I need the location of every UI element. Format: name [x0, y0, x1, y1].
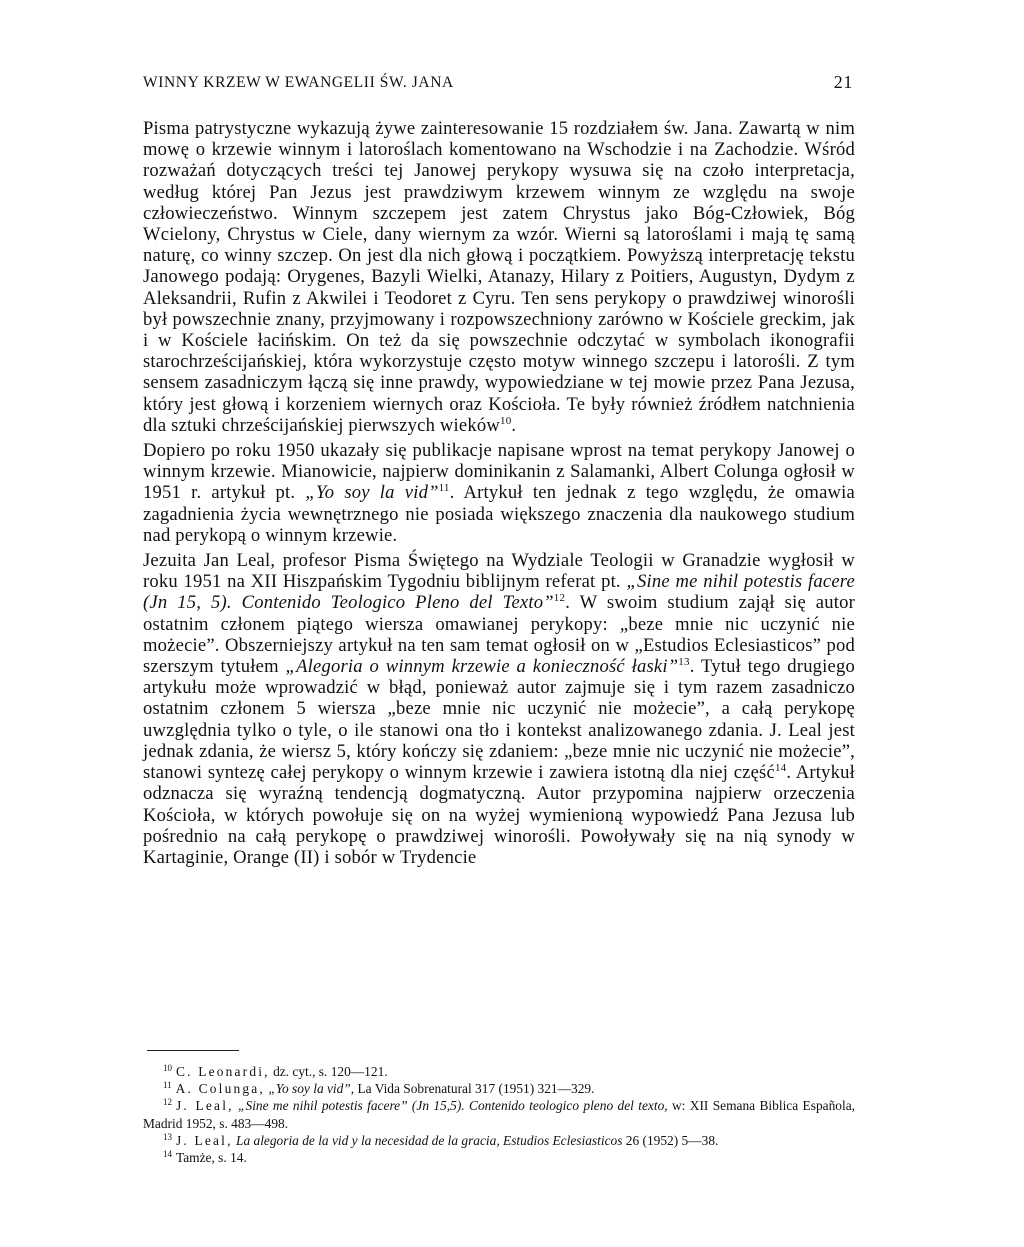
- footnote-text: dz. cyt., s. 120—121.: [269, 1064, 388, 1079]
- footnote-12: [143, 1097, 855, 1131]
- article-title-colunga: „Yo soy la vid”: [305, 482, 439, 504]
- footnote-ref-14: 14: [774, 762, 787, 775]
- article-title-leal-1: „Sine me nihil potestis facere (Jn 15, 5). Contenido Teologico Pleno del Texto”: [143, 571, 855, 614]
- main-text: [143, 118, 855, 868]
- footnote-author: C. Leonardi,: [176, 1064, 270, 1079]
- footnote-title: La alegoria de la vid y la necesidad de la gracia, Estudios Eclesiasticos: [232, 1132, 623, 1148]
- footnote-14: [143, 1149, 855, 1166]
- footnote-text: Tamże, s. 14.: [176, 1150, 247, 1166]
- footnote-separator: [147, 1050, 239, 1051]
- footnote-author: J. Leal,: [176, 1132, 233, 1148]
- footnote-11: [143, 1080, 855, 1097]
- footnote-10: [143, 1063, 855, 1080]
- footnote-ref-10: 10: [500, 414, 512, 427]
- footnote-title: „Sine me nihil potestis facere” (Jn 15,5). Contenido teologico pleno del texto,: [233, 1098, 668, 1114]
- running-title: WINNY KRZEW W EWANGELII ŚW. JANA: [143, 74, 454, 91]
- footnote-text: 26 (1952) 5—38.: [622, 1132, 719, 1148]
- footnote-text: La Vida Sobrenatural 317 (1951) 321—329.: [354, 1081, 595, 1097]
- footnotes: [143, 1063, 855, 1166]
- paragraph-2-text-a: Dopiero po roku 1950 ukazały się publikacje napisane wprost na temat perykopy Janowej o winnym krzewie. Mianowicie, najpierw dominikanin z Salamanki, Albert Colunga ogłosił w 1951 r. artykuł pt.: [143, 440, 855, 504]
- paragraph-2-text-b: . Artykuł ten jednak z tego względu, że omawia zagadnienia życia wewnętrznego nie posiada większego znaczenia dla naukowego studium nad perykopą o winnym krzewie.: [143, 482, 855, 546]
- footnote-mark: 13: [163, 1131, 172, 1142]
- footnote-ref-11: 11: [438, 482, 450, 495]
- footnote-author: A. Colunga,: [175, 1081, 265, 1097]
- footnote-mark: 11: [163, 1080, 172, 1091]
- paragraph-1: Pisma patrystyczne wykazują żywe zainteresowanie 15 rozdziałem św. Jana. Zawartą w nim mowę o krzewie winnym i latoroślach komentowano na Wschodzie i na Zachodzie. Wśród rozważań dotyczących treści tej Janowej perykopy wysuwa się na czoło interpretacja, według której Pan Jezus jest prawdziwym krzewem winnym ze względu na swoje człowieczeństwo. Winnym szczepem jest zatem Chrystus jako Bóg-Człowiek, Bóg Wcielony, Chrystus w Ciele, dany wiernym za wzór. Wierni są latoroślami i mają tę samą naturę, co winny szczep. On jest dla nich głową i początkiem. Powyższą interpretację tekstu Janowego podają: Orygenes, Bazyli Wielki, Atanazy, Hilary z Poitiers, Augustyn, Dydym z Aleksandrii, Rufin z Akwilei i Teodoret z Cyru. Ten sens perykopy o prawdziwej winorośli był powszechnie znany, przyjmowany i rozpowszechniony zarówno w Kościele greckim, jak i w Kościele łacińskim. On też da się powszechnie odczytać w symbolach ikonografii starochrześcijańskiej, która wykorzystuje często motyw winnego szczepu i latorośli. Z tym sensem zasadniczym łączą się inne prawdy, wypowiedziane w tej mowie przez Pana Jezusa, który jest głową i korzeniem wiernych oraz Kościoła. Te były również źródłem natchnienia dla sztuki chrześcijańskiej pierwszych wieków$^{10}$.: [143, 118, 855, 436]
- article-title-leal-2: „Alegoria o winnym krzewie a konieczność łaski”: [285, 656, 679, 678]
- footnote-title: „Yo soy la vid”,: [264, 1081, 355, 1097]
- paragraph-3-text-b: . W swoim studium zajął się autor ostatnim członem piątego wiersza omawianej perykopy: „beze mnie nic uczynić nie możecie”. Obszerniejszy artykuł na ten sam temat ogłosił on w „Estudios Eclesiasticos” pod szerszym tytułem: [143, 592, 855, 678]
- footnote-13: [143, 1132, 855, 1149]
- running-header: [143, 74, 855, 98]
- paragraph-3: [143, 550, 855, 868]
- paragraph-3-text-d: . Artykuł odznacza się wyraźną tendencją dogmatyczną. Autor przypomina najpierw orzeczenia Kościoła, w których powołuje się on na wyżej wymienioną wypowiedź Pana Jezusa lub pośrednio na całą perykopę o prawdziwej winorośli. Powoływały się na nią synody w Kartaginie, Orange (II) i sobór w Trydencie: [143, 762, 855, 868]
- footnote-ref-12: 12: [553, 592, 566, 605]
- footnote-author: J. Leal,: [176, 1098, 234, 1114]
- paragraph-2: [143, 440, 855, 546]
- footnote-text: w: XII Semana Biblica Española, Madrid 1952, s. 483—498.: [143, 1098, 855, 1131]
- footnote-ref-13: 13: [678, 656, 690, 669]
- paragraph-1-text: Pisma patrystyczne wykazują żywe zainteresowanie 15 rozdziałem św. Jana. Zawartą w nim mowę o krzewie winnym i latoroślach komentowano na Wschodzie i na Zachodzie. Wśród rozważań dotyczących treści tej Janowej perykopy wysuwa się na czoło interpretacja, według której Pan Jezus jest prawdziwym krzewem winnym ze względu na swoje człowieczeństwo. Winnym szczepem jest zatem Chrystus jako Bóg-Człowiek, Bóg Wcielony, Chrystus w Ciele, dany wiernym za wzór. Wierni są latoroślami i mają tę samą naturę, co winny szczep. On jest dla nich głową i początkiem. Powyższą interpretację tekstu Janowego podają: Orygenes, Bazyli Wielki, Atanazy, Hilary z Poitiers, Augustyn, Dydym z Aleksandrii, Rufin z Akwilei i Teodoret z Cyru. Ten sens perykopy o prawdziwej winorośli był powszechnie znany, przyjmowany i rozpowszechniony zarówno w Kościele greckim, jak i w Kościele łacińskim. On też da się powszechnie odczytać w symbolach ikonografii starochrześcijańskiej, która wykorzystuje często motyw winnego szczepu i latorośli. Z tym sensem zasadniczym łączą się inne prawdy, wypowiedziane w tej mowie przez Pana Jezusa, który jest głową i korzeniem wiernych oraz Kościoła. Te były również źródłem natchnienia dla sztuki chrześcijańskiej pierwszych wieków: [143, 118, 855, 436]
- footnote-mark: 10: [163, 1063, 172, 1073]
- footnote-mark: 14: [163, 1149, 172, 1160]
- page-number: 21: [833, 72, 853, 92]
- paragraph-3-text-a: Jezuita Jan Leal, profesor Pisma Świętego na Wydziale Teologii w Granadzie wygłosił w roku 1951 na XII Hiszpańskim Tygodniu biblijnym referat pt.: [143, 550, 855, 593]
- paragraph-3-text-c: . Tytuł tego drugiego artykułu może wprowadzić w błąd, ponieważ autor zajmuje się i tym razem zasadniczo ostatnim członem 5 wiersza „beze mnie nic uczynić nie możecie”, a całą perykopę uwzględnia tylko o tyle, o ile stanowi ona tło i kontekst analizowanego zdania. J. Leal jest jednak zdania, że wiersz 5, który kończy się zdaniem: „beze mnie nic uczynić nie możecie”, stanowi syntezę całej perykopy o winnym krzewie i zawiera istotną dla niej część: [143, 656, 855, 784]
- footnote-mark: 12: [163, 1097, 172, 1108]
